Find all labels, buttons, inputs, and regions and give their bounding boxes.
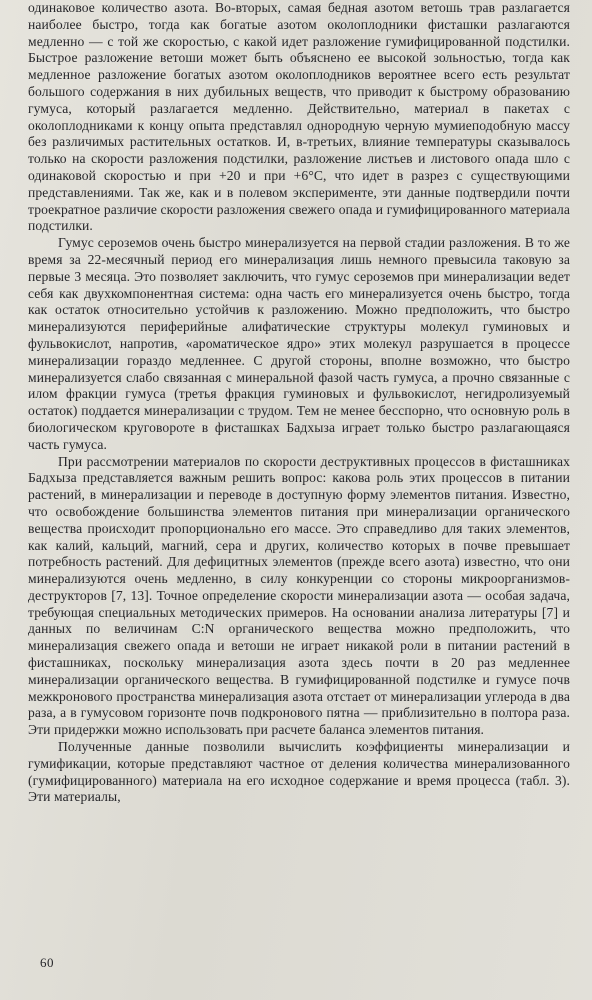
paragraph: Полученные данные позволили вычислить коэффициенты минерализации и гумификации, которые представляют частное от деления количества минерализованного (гумифицированного) материала на его исходное содержание и время процесса (табл. 3). Эти материалы,	[28, 739, 570, 805]
paragraph: При рассмотрении материалов по скорости деструктивных процессов в фисташниках Бадхыза представляется важным решить вопрос: какова роль этих процессов в питании растений, в минерализации и переводе в доступную форму элементов питания. Известно, что освобождение большинства элементов питания при минерализации органического вещества происходит пропорционально его массе. Это справедливо для таких элементов, как калий, кальций, магний, сера и других, количество которых в почве превышает потребность растений. Для дефицитных элементов (прежде всего азота) известно, что они минерализуются очень медленно, в силу конкуренции со стороны микроорганизмов-деструкторов [7, 13]. Точное определение скорости минерализации азота — особая задача, требующая специальных методических примеров. На основании анализа литературы [7] и данных по величинам C:N органического вещества можно предположить, что минерализация свежего опада и ветоши не играет никакой роли в питании растений в фисташниках, поскольку минерализация азота здесь почти в 20 раз медленнее минерализации органического вещества. В гумифицированной подстилке и гумусе почв межкронового пространства минерализация азота отстает от минерализации углерода в два раза, а в гумусовом горизонте почв подкронового пятна — приблизительно в полтора раза. Эти придержки можно использовать при расчете баланса элементов питания.	[28, 453, 570, 738]
page-number: 60	[40, 955, 54, 970]
body-text	[28, 0, 570, 806]
paragraph: Гумус сероземов очень быстро минерализуется на первой стадии разложения. В то же время за 22-месячный период его минерализация лишь немного превысила таковую за первые 3 месяца. Это позволяет заключить, что гумус сероземов при минерализации ведет себя как двухкомпонентная система: одна часть его минерализуется очень быстро, тогда как остаток относительно устойчив к разложению. Можно предположить, что быстро минерализуются периферийные алифатические структуры молекул гуминовых и фульвокислот, напротив, «ароматическое ядро» этих молекул разрушается в процессе минерализации гораздо медленнее. С другой стороны, вполне возможно, что быстро минерализуется слабо связанная с минеральной фазой часть гумуса, а прочно связанные с илом фракции гумуса (третья фракция гуминовых и фульвокислот, негидролизуемый остаток) поддается минерализации с трудом. Тем не менее бесспорно, что основную роль в биологическом круговороте в фисташках Бадхыза играет только быстро разлагающаяся часть гумуса.	[28, 235, 570, 452]
paragraph: одинаковое количество азота. Во-вторых, самая бедная азотом ветошь трав разлагается наиболее быстро, тогда как богатые азотом околоплодники фисташки разлагаются медленно — с той же скоростью, с какой идет разложение гумифицированной подстилки. Быстрое разложение ветоши может быть объяснено ее высокой зольностью, тогда как медленное разложение богатых азотом околоплодников вероятнее всего есть результат большого содержания в них дубильных веществ, что приводит к быстрому образованию гумуса, который разлагается медленно. Действительно, материал в пакетах с околоплодниками к концу опыта представлял однородную черную мумиеподобную массу без различимых растительных остатков. И, в-третьих, влияние температуры сказывалось только на скорости разложения подстилки, разложение листьев и листового опада шло с одинаковой скоростью и при +20 и при +6°С, что идет в разрез с существующими представлениями. Так же, как и в полевом эксперименте, эти данные подтвердили почти троекратное различие скорости разложения свежего опада и гумифицированного материала подстилки.	[28, 0, 570, 234]
